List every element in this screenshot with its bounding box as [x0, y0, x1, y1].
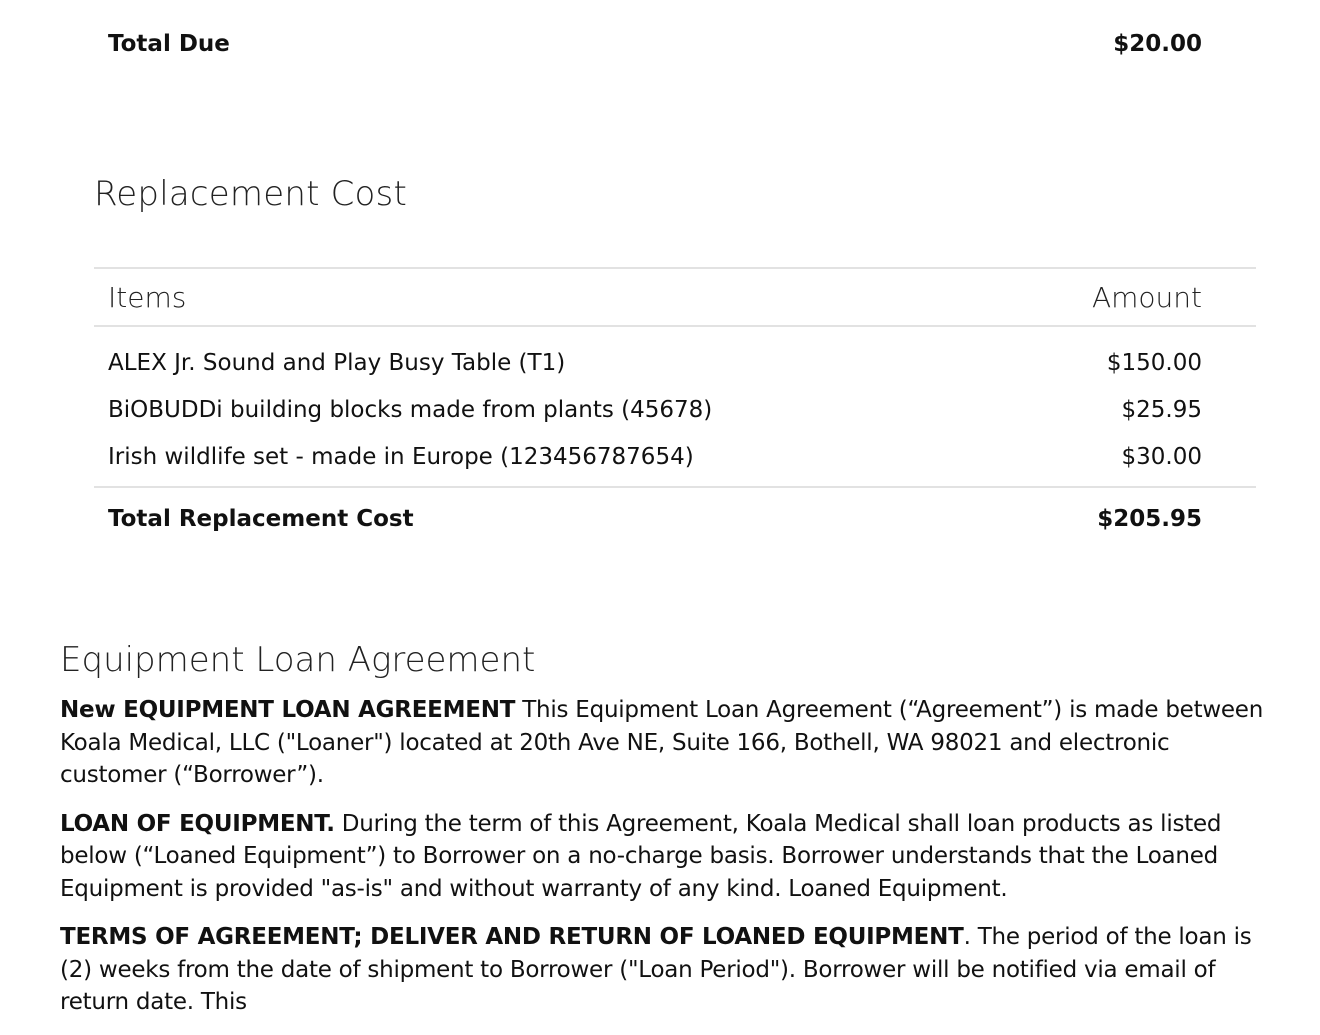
- total-replacement-amount: $205.95: [1097, 506, 1202, 532]
- paragraph-lead: New EQUIPMENT LOAN AGREEMENT: [60, 697, 516, 723]
- agreement-paragraph: [60, 694, 1275, 792]
- paragraph-text: This Equipment Loan Agreement (“Agreement”) is made between Koala Medical, LLC ("Loaner") located at 20th Ave NE, Suite 166, Bothell, WA 98021 and electronic customer (“Borrower”).: [60, 697, 1264, 788]
- item-name: Irish wildlife set - made in Europe (123456787654): [108, 443, 694, 470]
- item-amount: $150.00: [1106, 349, 1202, 376]
- agreement-paragraph: [60, 808, 1275, 906]
- item-name: BiOBUDDi building blocks made from plants (45678): [108, 396, 713, 423]
- column-header-amount: Amount: [1091, 280, 1202, 314]
- item-name: ALEX Jr. Sound and Play Busy Table (T1): [108, 349, 566, 376]
- table-row: [94, 386, 1256, 433]
- paragraph-text: . The period of the loan is (2) weeks from the date of shipment to Borrower ("Loan Period"). Borrower will be notified via email of return date. This: [60, 924, 1252, 1015]
- replacement-cost-table: [94, 267, 1256, 550]
- table-header: [94, 267, 1256, 327]
- total-due-label: Total Due: [108, 31, 230, 57]
- paragraph-text: During the term of this Agreement, Koala Medical shall loan products as listed below (“Loaned Equipment”) to Borrower on a no-charge basis. Borrower understands that the Loaned Equipment is provided "as-is" and without warranty of any kind. Loaned Equipment.: [60, 810, 1222, 902]
- paragraph-lead: LOAN OF EQUIPMENT.: [60, 810, 335, 837]
- total-replacement-label: Total Replacement Cost: [108, 506, 414, 532]
- agreement-paragraph: [60, 921, 1275, 1019]
- item-amount: $30.00: [1121, 443, 1202, 470]
- total-due-row: [94, 24, 1256, 64]
- column-header-items: Items: [108, 280, 187, 314]
- table-body: [94, 327, 1256, 486]
- paragraph-lead: TERMS OF AGREEMENT; DELIVER AND RETURN OF LOANED EQUIPMENT: [60, 924, 964, 950]
- table-footer-total: [94, 486, 1256, 550]
- table-row: [94, 433, 1256, 480]
- total-due-amount: $20.00: [1113, 31, 1202, 57]
- replacement-cost-title: Replacement Cost: [94, 174, 408, 214]
- loan-agreement-section: [60, 634, 1275, 1035]
- item-amount: $25.95: [1121, 396, 1202, 423]
- table-row: [94, 339, 1256, 386]
- agreement-title: Equipment Loan Agreement: [60, 640, 536, 680]
